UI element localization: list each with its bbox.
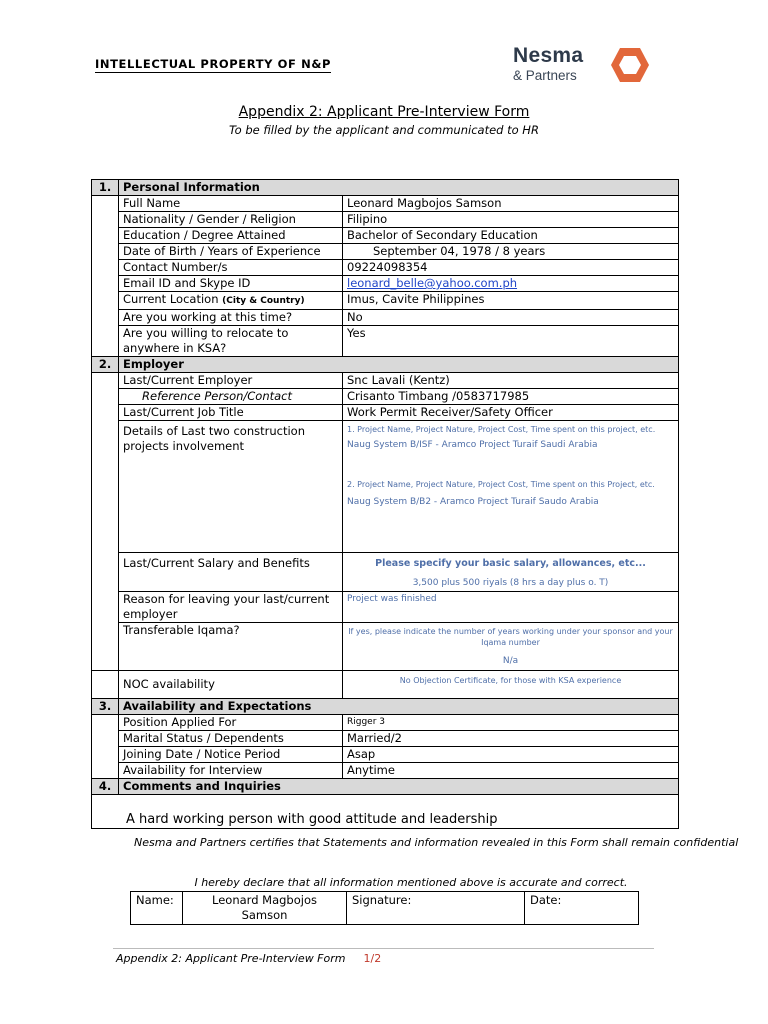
applicant-form-table — [91, 179, 679, 829]
table-row — [92, 310, 679, 326]
project1-value: Naug System B/ISF - Aramco Project Turaif Saudi Arabia — [347, 440, 598, 450]
table-row — [92, 715, 679, 731]
table-row — [92, 592, 679, 623]
field-value: Rigger 3 — [343, 715, 679, 731]
logo-partners: & Partners — [513, 68, 577, 83]
field-value: Imus, Cavite Philippines — [343, 292, 679, 310]
field-label: Last/Current Job Title — [119, 405, 343, 421]
ip-notice: INTELLECTUAL PROPERTY OF N&P — [95, 57, 331, 71]
section-number: 1. — [92, 180, 119, 196]
field-value: Work Permit Receiver/Safety Officer — [343, 405, 679, 421]
name-value: Leonard Magbojos Samson — [183, 892, 347, 925]
field-label: Reason for leaving your last/current employer — [119, 592, 343, 623]
field-label: Last/Current Salary and Benefits — [119, 553, 343, 592]
declaration: I hereby declare that all information mentioned above is accurate and correct. — [194, 876, 628, 889]
table-row — [92, 244, 679, 260]
confidential-note: Nesma and Partners certifies that Statements and information revealed in this Form shall remain confidential — [134, 836, 739, 849]
field-label: Position Applied For — [119, 715, 343, 731]
field-value: Filipino — [343, 212, 679, 228]
comments-text: A hard working person with good attitude and leadership — [92, 795, 679, 829]
table-row — [92, 795, 679, 829]
field-label: Marital Status / Dependents — [119, 731, 343, 747]
salary-value: 3,500 plus 500 riyals (8 hrs a day plus o. T) — [412, 578, 609, 588]
company-logo — [513, 44, 653, 86]
table-row — [92, 623, 679, 671]
page-number: 1/2 — [363, 952, 382, 965]
footer-text: Appendix 2: Applicant Pre-Interview Form — [116, 952, 346, 965]
field-value: September 04, 1978 / 8 years — [343, 244, 679, 260]
table-row — [92, 731, 679, 747]
section-title: Employer — [119, 357, 679, 373]
table-row — [92, 405, 679, 421]
field-label: Transferable Iqama? — [119, 623, 343, 671]
project2-value: Naug System B/B2 - Aramco Project Turaif Saudo Arabia — [347, 497, 599, 507]
table-row — [92, 747, 679, 763]
field-value: No — [343, 310, 679, 326]
field-label: Full Name — [119, 196, 343, 212]
table-row — [92, 276, 679, 292]
field-value: Project was finished — [343, 592, 679, 623]
field-label: Nationality / Gender / Religion — [119, 212, 343, 228]
table-row — [92, 389, 679, 405]
field-value: Anytime — [343, 763, 679, 779]
field-label: Reference Person/Contact — [119, 389, 343, 405]
table-row — [92, 212, 679, 228]
hexagon-logo-icon — [609, 46, 651, 84]
section-number: 2. — [92, 357, 119, 373]
field-label: Availability for Interview — [119, 763, 343, 779]
noc-hint: No Objection Certificate, for those with KSA experience — [343, 671, 679, 699]
field-value: Leonard Magbojos Samson — [343, 196, 679, 212]
project1-hint: 1. Project Name, Project Nature, Project Cost, Time spent on this project, etc. — [347, 425, 656, 434]
table-row — [92, 228, 679, 244]
field-label: Education / Degree Attained — [119, 228, 343, 244]
section-header-personal — [92, 180, 679, 196]
footer-divider — [113, 948, 654, 949]
form-subtitle: To be filled by the applicant and communicated to HR — [229, 123, 539, 137]
table-row — [92, 763, 679, 779]
field-value: Asap — [343, 747, 679, 763]
date-label: Date: — [525, 892, 639, 925]
field-value: Married/2 — [343, 731, 679, 747]
section-number: 3. — [92, 699, 119, 715]
salary-hint: Please specify your basic salary, allowances, etc... — [375, 558, 646, 569]
section-header-comments — [92, 779, 679, 795]
form-title: Appendix 2: Applicant Pre-Interview Form — [238, 104, 530, 120]
section-header-employer — [92, 357, 679, 373]
field-value: Bachelor of Secondary Education — [343, 228, 679, 244]
iqama-hint: If yes, please indicate the number of years working under your sponsor and your Iqama number — [348, 627, 673, 647]
signature-label: Signature: — [347, 892, 525, 925]
field-label: Joining Date / Notice Period — [119, 747, 343, 763]
section-title: Availability and Expectations — [119, 699, 679, 715]
footer — [116, 952, 381, 965]
project2-hint: 2. Project Name, Project Nature, Project Cost, Time spent on this Project, etc. — [347, 480, 655, 489]
table-row — [92, 260, 679, 276]
table-row — [92, 292, 679, 310]
field-label: Date of Birth / Years of Experience — [119, 244, 343, 260]
name-label: Name: — [131, 892, 183, 925]
table-row — [92, 671, 679, 699]
table-row — [92, 326, 679, 357]
table-row — [92, 553, 679, 592]
field-value: Crisanto Timbang /0583717985 — [343, 389, 679, 405]
section-header-availability — [92, 699, 679, 715]
signature-table — [130, 891, 639, 925]
field-label: Are you willing to relocate to anywhere in KSA? — [119, 326, 343, 357]
section-number: 4. — [92, 779, 119, 795]
field-label: Email ID and Skype ID — [119, 276, 343, 292]
field-value: Snc Lavali (Kentz) — [343, 373, 679, 389]
field-label: Contact Number/s — [119, 260, 343, 276]
table-row — [92, 421, 679, 553]
email-link[interactable]: leonard_belle@yahoo.com.ph — [347, 276, 518, 290]
logo-name: Nesma — [513, 44, 584, 67]
field-value: 09224098354 — [343, 260, 679, 276]
field-value: Yes — [343, 326, 679, 357]
field-label: Current Location — [123, 292, 219, 306]
table-row — [92, 373, 679, 389]
field-label: Details of Last two construction projects involvement — [119, 421, 343, 553]
section-title: Personal Information — [119, 180, 679, 196]
field-label: Are you working at this time? — [119, 310, 343, 326]
field-label: Last/Current Employer — [119, 373, 343, 389]
section-title: Comments and Inquiries — [119, 779, 679, 795]
table-row — [92, 196, 679, 212]
iqama-value: N/a — [502, 656, 519, 666]
field-label: NOC availability — [119, 671, 343, 699]
field-label-suffix: (City & Country) — [222, 296, 305, 306]
